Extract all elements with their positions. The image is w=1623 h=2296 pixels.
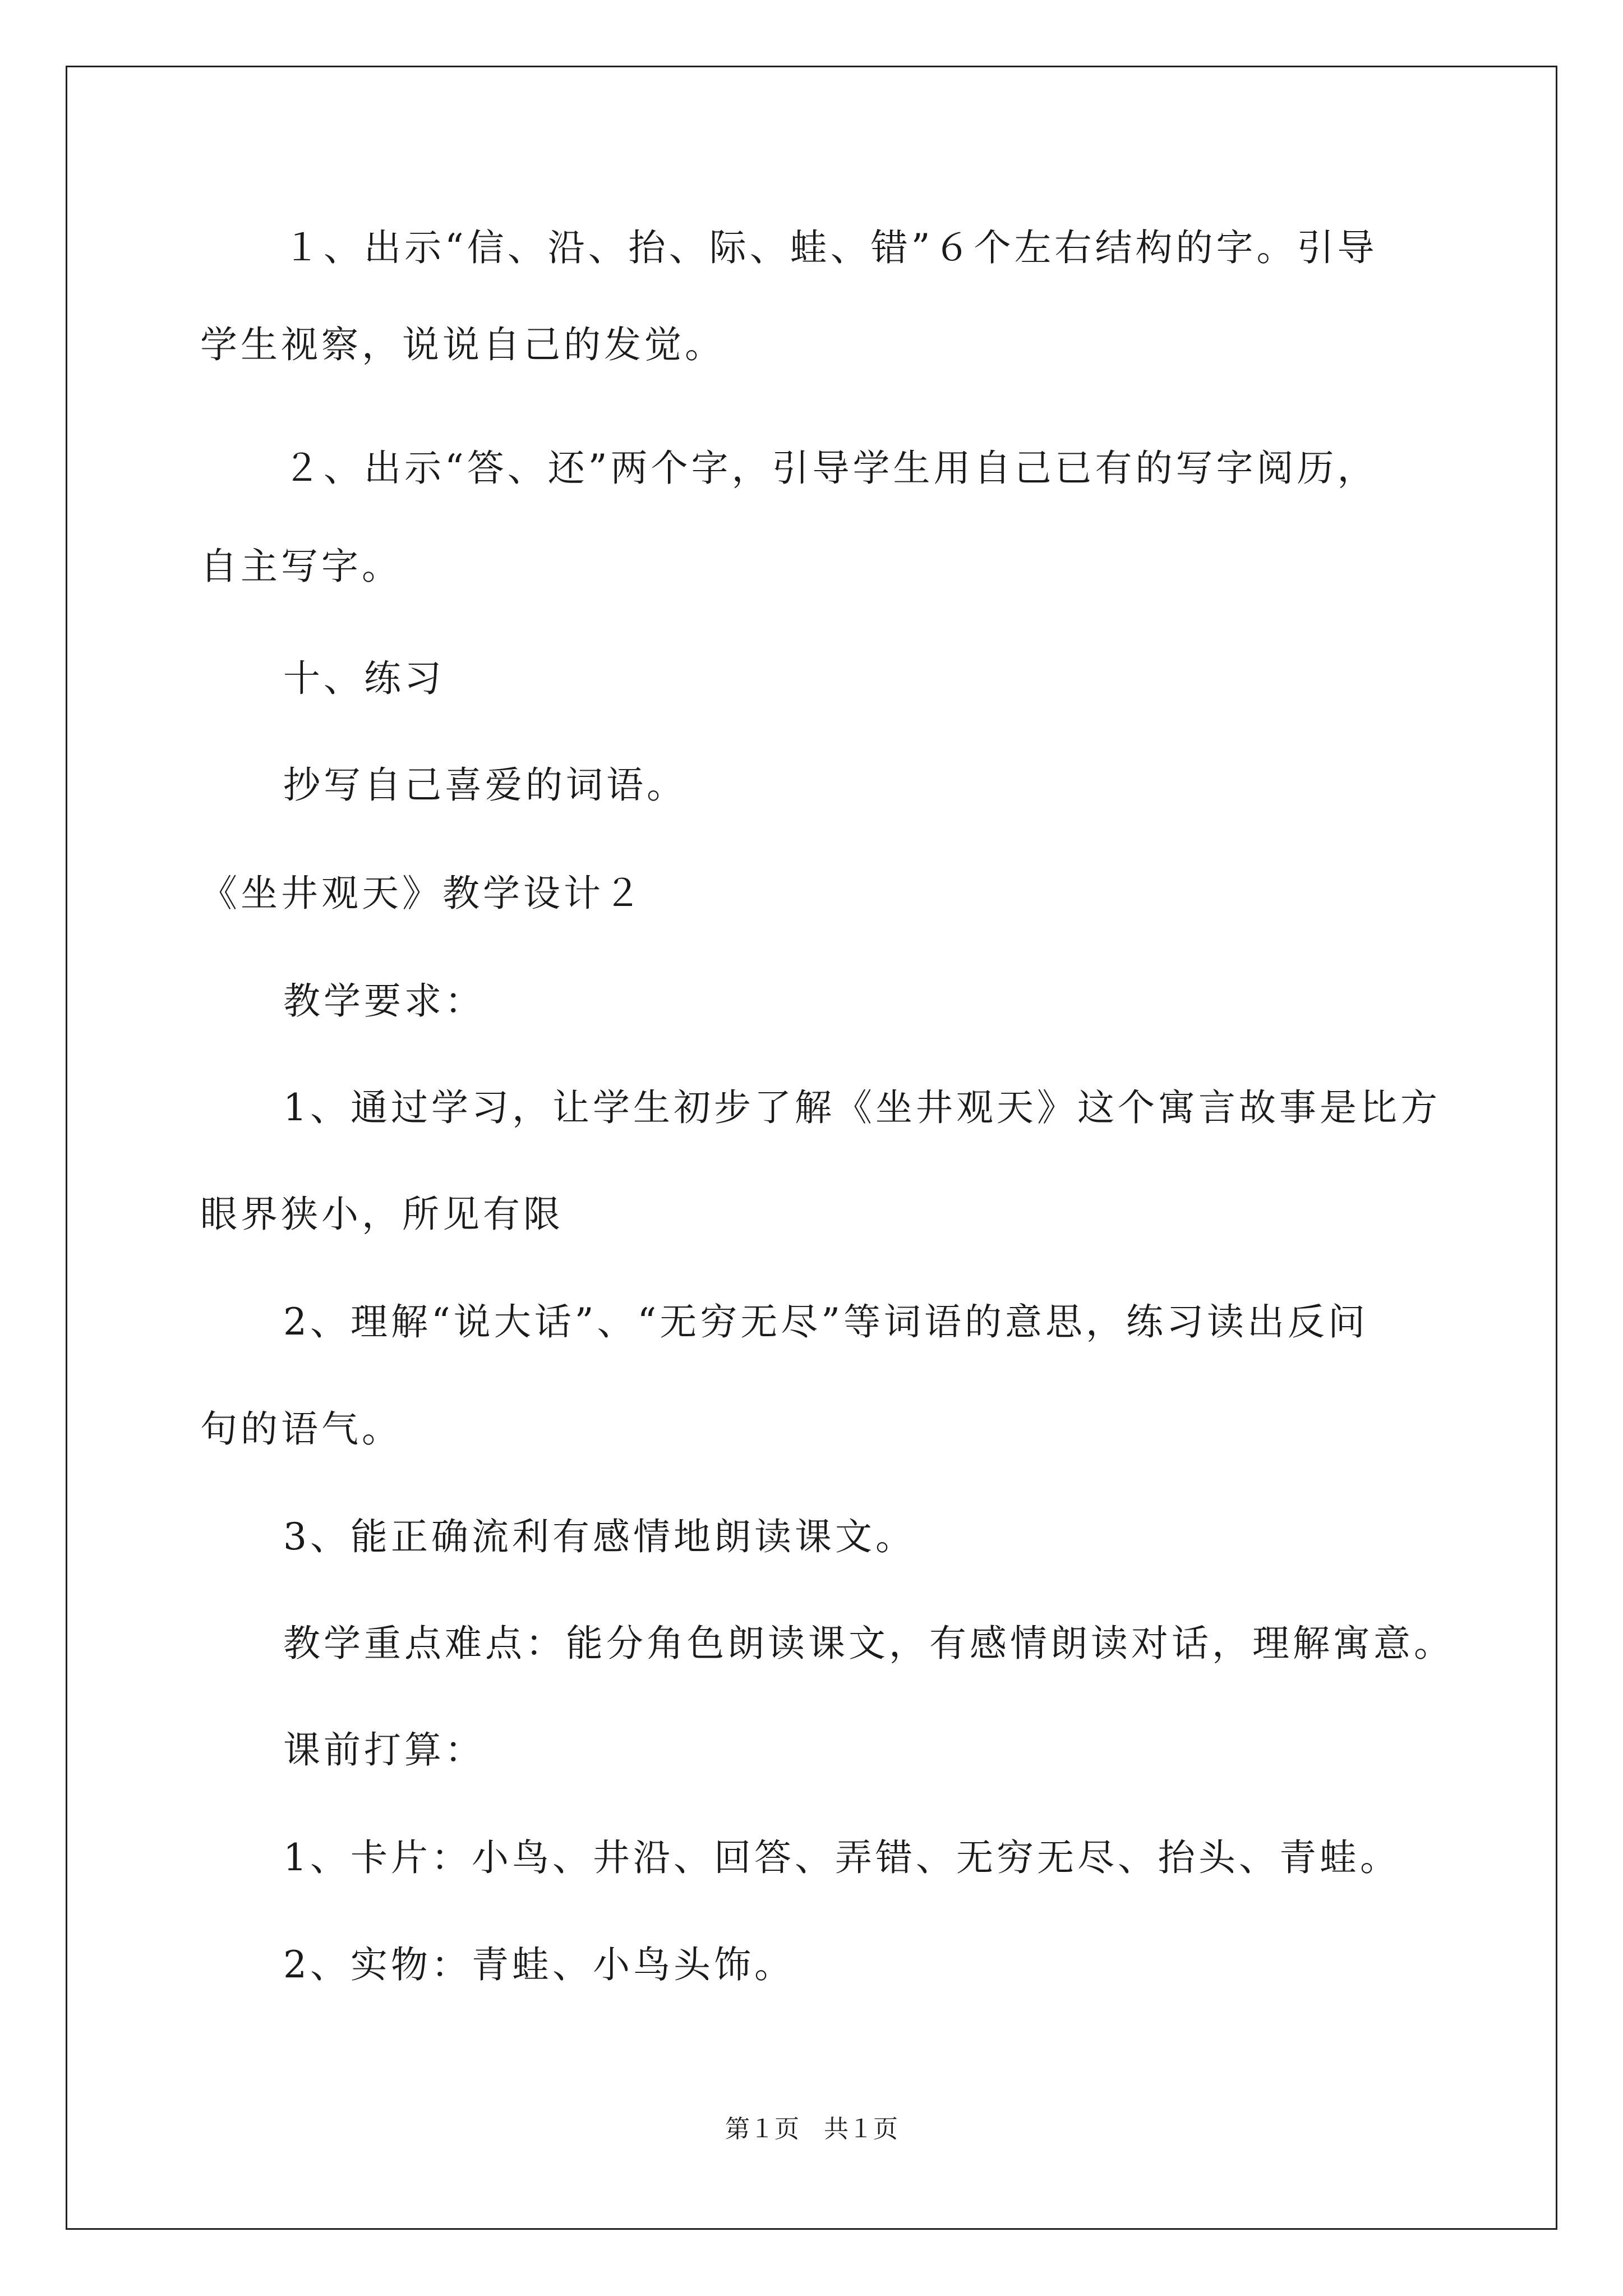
page-footer: 第１页 共１页 <box>725 2115 898 2143</box>
paragraph-line: 抄写自己喜爱的词语。 <box>283 763 687 807</box>
document-title: 《坐井观天》教学设计２ <box>200 872 644 915</box>
paragraph-line: 3、能正确流利有感情地朗读课文。 <box>283 1515 916 1558</box>
paragraph-line: 自主写字。 <box>200 545 402 588</box>
paragraph-line: 学生视察，说说自己的发觉。 <box>200 323 725 366</box>
paragraph-line: 1、卡片：小鸟、井沿、回答、弄错、无穷无尽、抬头、青蛙。 <box>283 1836 1400 1879</box>
paragraph-line: ２、出示“答、还”两个字，引导学生用自己已有的写字阅历， <box>283 447 1378 490</box>
paragraph-line: 眼界狭小，所见有限 <box>200 1193 564 1236</box>
paragraph-line: 2、理解“说大话”、“无穷无尽”等词语的意思，练习读出反问 <box>283 1300 1368 1343</box>
section-heading: 教学要求： <box>283 979 485 1023</box>
paragraph-line: 句的语气。 <box>200 1407 402 1451</box>
page-border <box>66 66 1557 2230</box>
section-heading: 十、练习 <box>283 657 445 700</box>
paragraph-line: 1、通过学习，让学生初步了解《坐井观天》这个寓言故事是比方 <box>283 1086 1441 1129</box>
paragraph-line: 2、实物：青蛙、小鸟头饰。 <box>283 1943 795 1986</box>
paragraph-line: １、出示“信、沿、抬、际、蛙、错”６个左右结构的字。引导 <box>283 226 1378 269</box>
paragraph-line: 教学重点难点：能分角色朗读课文，有感情朗读对话，理解寓意。 <box>283 1622 1454 1665</box>
section-heading: 课前打算： <box>283 1728 485 1772</box>
